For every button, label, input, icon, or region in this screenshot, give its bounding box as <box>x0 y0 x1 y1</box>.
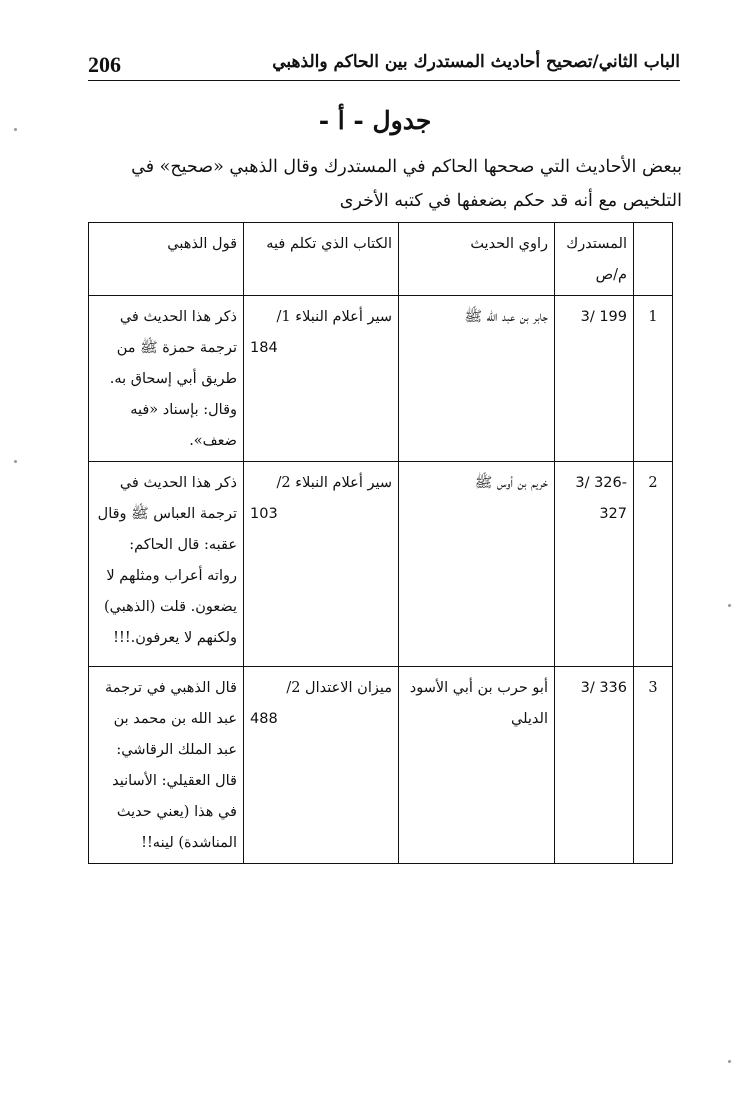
header-saying: قول الذهبي <box>89 223 244 296</box>
table-row <box>89 296 673 462</box>
row-ref: 3/ 326-327 <box>555 462 634 667</box>
row-saying: ذكر هذا الحديث في ترجمة حمزة ﷺ من طريق أبي إسحاق به. وقال: بإسناد «فيه ضعف». <box>89 296 244 462</box>
row-book <box>244 667 399 864</box>
row-book-title: سير أعلام النبلاء 1/ <box>276 309 392 325</box>
header-ref: المستدرك م/ص <box>555 223 634 296</box>
row-saying: قال الذهبي في ترجمة عبد الله بن محمد بن عبد الملك الرقاشي: قال العقيلي: الأسانيد في هذا (يعني حديث المناشدة) لينه!! <box>89 667 244 864</box>
row-ref: 3/ 336 <box>555 667 634 864</box>
table-title: جدول - أ - <box>318 106 432 135</box>
row-book-page: 488 <box>250 711 278 727</box>
row-book <box>244 462 399 667</box>
row-book-title: ميزان الاعتدال 2/ <box>286 680 392 696</box>
row-ref: 3/ 199 <box>555 296 634 462</box>
page-header <box>88 52 680 81</box>
row-book-page: 184 <box>250 340 278 356</box>
margin-speck <box>14 128 17 131</box>
row-num: 1 <box>634 296 673 462</box>
header-num <box>634 223 673 296</box>
table-row <box>89 462 673 667</box>
row-book <box>244 296 399 462</box>
table-header-row <box>89 223 673 296</box>
intro-paragraph: ببعض الأحاديث التي صححها الحاكم في المستدرك وقال الذهبي «صحيح» في التلخيص مع أنه قد حكم بضعفها في كتبه الأخرى <box>131 157 682 211</box>
margin-speck <box>728 604 731 607</box>
hadith-table <box>88 222 673 864</box>
row-book-title: سير أعلام النبلاء 2/ <box>276 475 392 491</box>
row-narrator: جابر بن عبد الله ﷺ <box>399 296 555 462</box>
running-title: الباب الثاني/تصحيح أحاديث المستدرك بين الحاكم والذهبي <box>272 52 680 72</box>
row-num: 2 <box>634 462 673 667</box>
header-book: الكتاب الذي تكلم فيه <box>244 223 399 296</box>
row-num: 3 <box>634 667 673 864</box>
row-narrator: أبو حرب بن أبي الأسود الديلي <box>399 667 555 864</box>
margin-speck <box>728 1060 731 1063</box>
margin-speck <box>14 460 17 463</box>
row-saying: ذكر هذا الحديث في ترجمة العباس ﷺ وقال عقبه: قال الحاكم: رواته أعراب ومثلهم لا يضعون. قلت (الذهبي) ولكنهم لا يعرفون.!!! <box>89 462 244 667</box>
row-book-page: 103 <box>250 506 278 522</box>
row-narrator: خريم بن أوس ﷺ <box>399 462 555 667</box>
page-number: 206 <box>88 52 121 77</box>
table-row <box>89 667 673 864</box>
header-narrator: راوي الحديث <box>399 223 555 296</box>
